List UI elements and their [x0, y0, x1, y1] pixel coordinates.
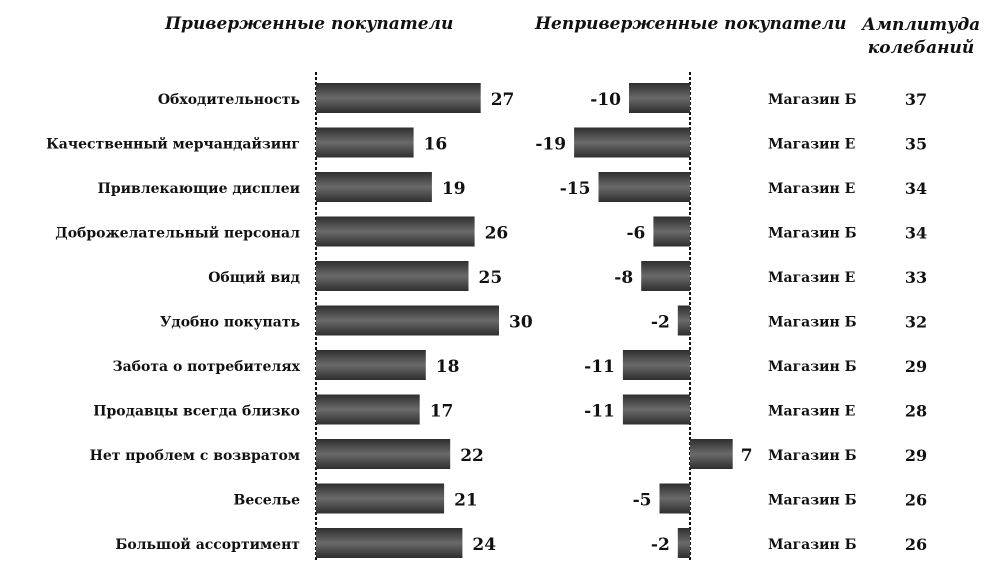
nonloyal-value-label: 7: [740, 446, 753, 466]
loyal-value-label: 26: [484, 223, 509, 244]
loyal-value-label: 19: [441, 179, 466, 199]
nonloyal-bar: [690, 439, 733, 469]
nonloyal-bar: [623, 350, 690, 380]
category-label: Большой ассортимент: [115, 537, 300, 553]
store-label: Магазин Е: [768, 270, 856, 286]
loyal-value-label: 30: [509, 312, 533, 333]
loyal-bar: [316, 484, 444, 514]
nonloyal-bar: [641, 261, 690, 291]
loyal-value-label: 17: [429, 401, 454, 422]
nonloyal-bar: [660, 484, 691, 514]
loyal-value-label: 18: [435, 357, 460, 377]
nonloyal-bar: [678, 306, 690, 336]
loyal-bar: [316, 439, 450, 469]
category-label: Забота о потребителях: [112, 359, 300, 375]
category-label: Веселье: [233, 492, 300, 509]
store-label: Магазин Б: [768, 92, 857, 108]
loyal-bar: [316, 172, 432, 202]
loyal-bar: [316, 350, 426, 380]
amplitude-value: 29: [904, 446, 928, 465]
nonloyal-bar: [678, 528, 690, 558]
store-label: Магазин Б: [768, 225, 857, 242]
loyal-bar: [316, 261, 469, 291]
loyal-value-label: 16: [423, 134, 448, 155]
amplitude-value: 29: [904, 357, 928, 376]
nonloyal-header: Неприверженные покупатели: [535, 14, 847, 34]
loyal-header: Приверженные покупатели: [165, 14, 454, 34]
category-label: Продавцы всегда близко: [93, 403, 300, 420]
category-label: Качественный мерчандайзинг: [46, 136, 300, 153]
nonloyal-bar: [599, 172, 691, 202]
amplitude-value: 34: [904, 223, 928, 243]
loyal-value-label: 24: [472, 535, 497, 555]
amplitude-value: 37: [904, 90, 928, 109]
amplitude-value: 32: [904, 312, 928, 332]
loyal-value-label: 21: [454, 490, 478, 511]
nonloyal-value-label: -8: [614, 268, 634, 288]
store-label: Магазин Б: [768, 359, 857, 375]
nonloyal-bar: [623, 395, 690, 425]
amplitude-value: 26: [904, 535, 928, 554]
nonloyal-value-label: -19: [535, 134, 567, 155]
amplitude-value: 33: [904, 268, 928, 287]
nonloyal-value-label: -11: [584, 357, 615, 377]
store-label: Магазин Е: [768, 403, 856, 420]
nonloyal-value-label: -15: [559, 179, 591, 199]
loyal-bar: [316, 128, 414, 158]
category-label: Доброжелательный персонал: [55, 225, 300, 242]
nonloyal-value-label: -10: [590, 90, 621, 110]
nonloyal-value-label: -11: [584, 401, 615, 422]
loyal-bar: [316, 306, 499, 336]
store-label: Магазин Б: [768, 537, 857, 553]
amplitude-header: Амплитуда колебаний: [862, 15, 981, 58]
loyal-value-label: 22: [460, 446, 484, 466]
store-label: Магазин Е: [768, 136, 856, 153]
loyal-bar: [316, 83, 481, 113]
amplitude-value: 35: [904, 134, 928, 154]
store-label: Магазин Е: [768, 181, 856, 197]
store-label: Магазин Б: [768, 492, 857, 509]
loyal-value-label: 27: [490, 90, 515, 110]
amplitude-value: 26: [904, 490, 928, 510]
nonloyal-bar: [629, 83, 690, 113]
store-label: Магазин Б: [768, 314, 857, 331]
category-label: Привлекающие дисплеи: [97, 181, 300, 197]
category-label: Общий вид: [208, 270, 300, 286]
loyal-value-label: 25: [478, 268, 503, 288]
store-label: Магазин Б: [768, 448, 857, 464]
category-label: Нет проблем с возвратом: [89, 448, 300, 464]
category-label: Обходительность: [157, 92, 300, 108]
nonloyal-value-label: -5: [632, 490, 652, 511]
loyal-bar: [316, 217, 475, 247]
amplitude-value: 34: [904, 179, 928, 198]
nonloyal-value-label: -2: [650, 312, 670, 333]
nonloyal-value-label: -2: [650, 535, 670, 555]
nonloyal-value-label: -6: [626, 223, 646, 244]
loyal-bar: [316, 395, 420, 425]
nonloyal-bar: [574, 128, 690, 158]
category-label: Удобно покупать: [160, 314, 300, 331]
amplitude-value: 28: [904, 401, 928, 421]
nonloyal-bar: [653, 217, 690, 247]
loyal-bar: [316, 528, 462, 558]
